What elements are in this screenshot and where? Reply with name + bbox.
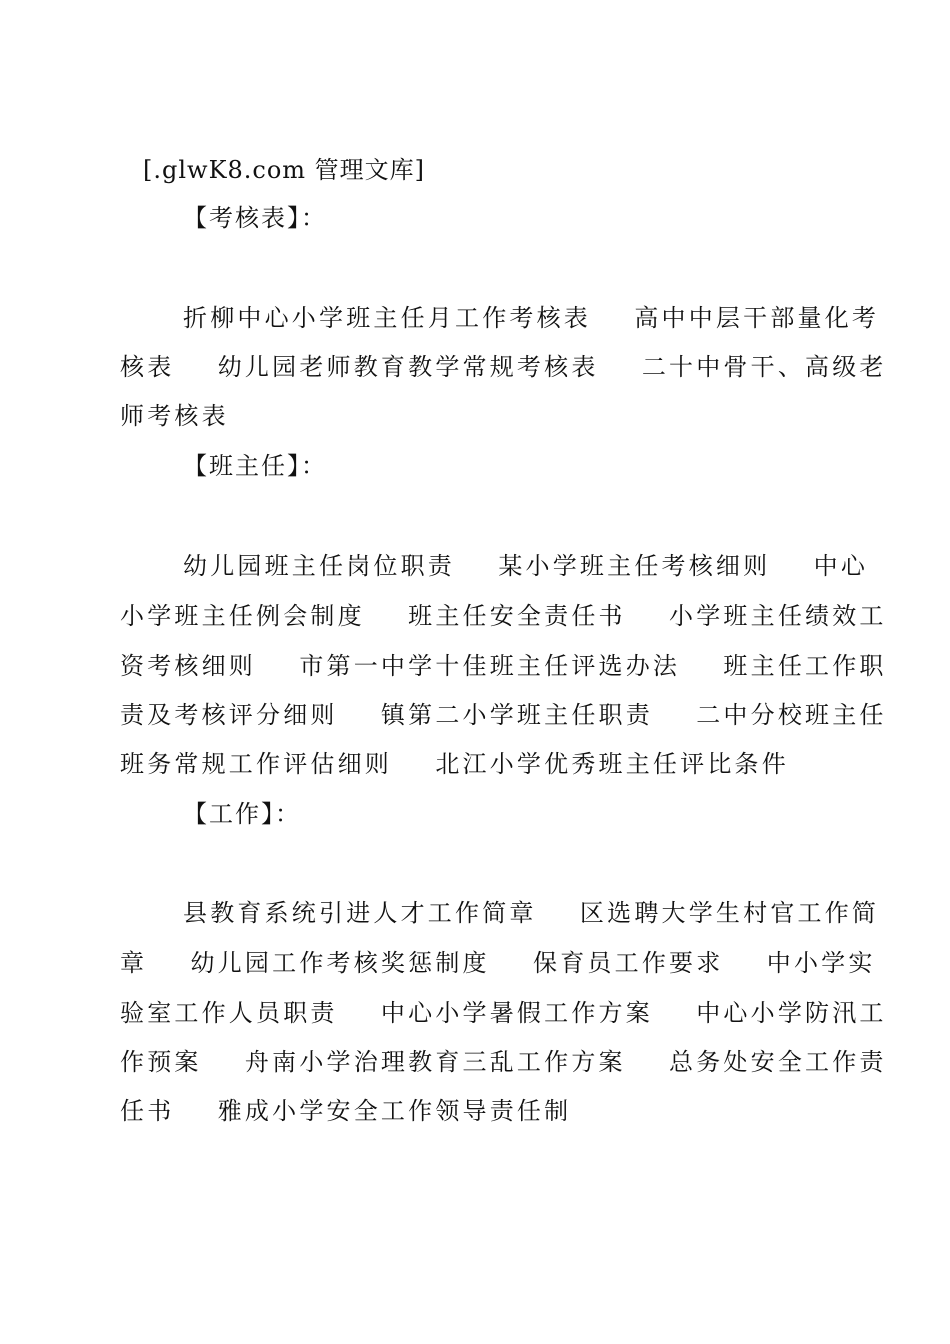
- paragraph-line: 折柳中心小学班主任月工作考核表 高中中层干部量化考: [183, 304, 880, 332]
- paragraph-line: 章 幼儿园工作考核奖惩制度 保育员工作要求 中小学实: [120, 949, 876, 977]
- paragraph-line: 责及考核评分细则 镇第二小学班主任职责 二中分校班主任: [120, 701, 887, 729]
- paragraph-line: 小学班主任例会制度 班主任安全责任书 小学班主任绩效工: [120, 602, 887, 630]
- paragraph-line: 幼儿园班主任岗位职责 某小学班主任考核细则 中心: [183, 552, 869, 580]
- section-heading-assessment: 【考核表】：: [183, 204, 327, 232]
- paragraph-line: 师考核表: [120, 402, 229, 430]
- section-heading-work: 【工作】：: [183, 800, 301, 828]
- paragraph-line: 任书 雅成小学安全工作领导责任制: [120, 1097, 572, 1125]
- source-label: [.glwK8.com 管理文库]: [143, 156, 426, 184]
- paragraph-line: 验室工作人员职责 中心小学暑假工作方案 中心小学防汛工: [120, 999, 887, 1027]
- paragraph-line: 县教育系统引进人才工作简章 区选聘大学生村官工作简: [183, 899, 880, 927]
- paragraph-line: 资考核细则 市第一中学十佳班主任评选办法 班主任工作职: [120, 652, 887, 680]
- section-heading-head-teacher: 【班主任】：: [183, 452, 327, 480]
- paragraph-line: 班务常规工作评估细则 北江小学优秀班主任评比条件: [120, 750, 789, 778]
- paragraph-line: 核表 幼儿园老师教育教学常规考核表 二十中骨干、高级老: [120, 353, 887, 381]
- paragraph-line: 作预案 舟南小学治理教育三乱工作方案 总务处安全工作责: [120, 1048, 887, 1076]
